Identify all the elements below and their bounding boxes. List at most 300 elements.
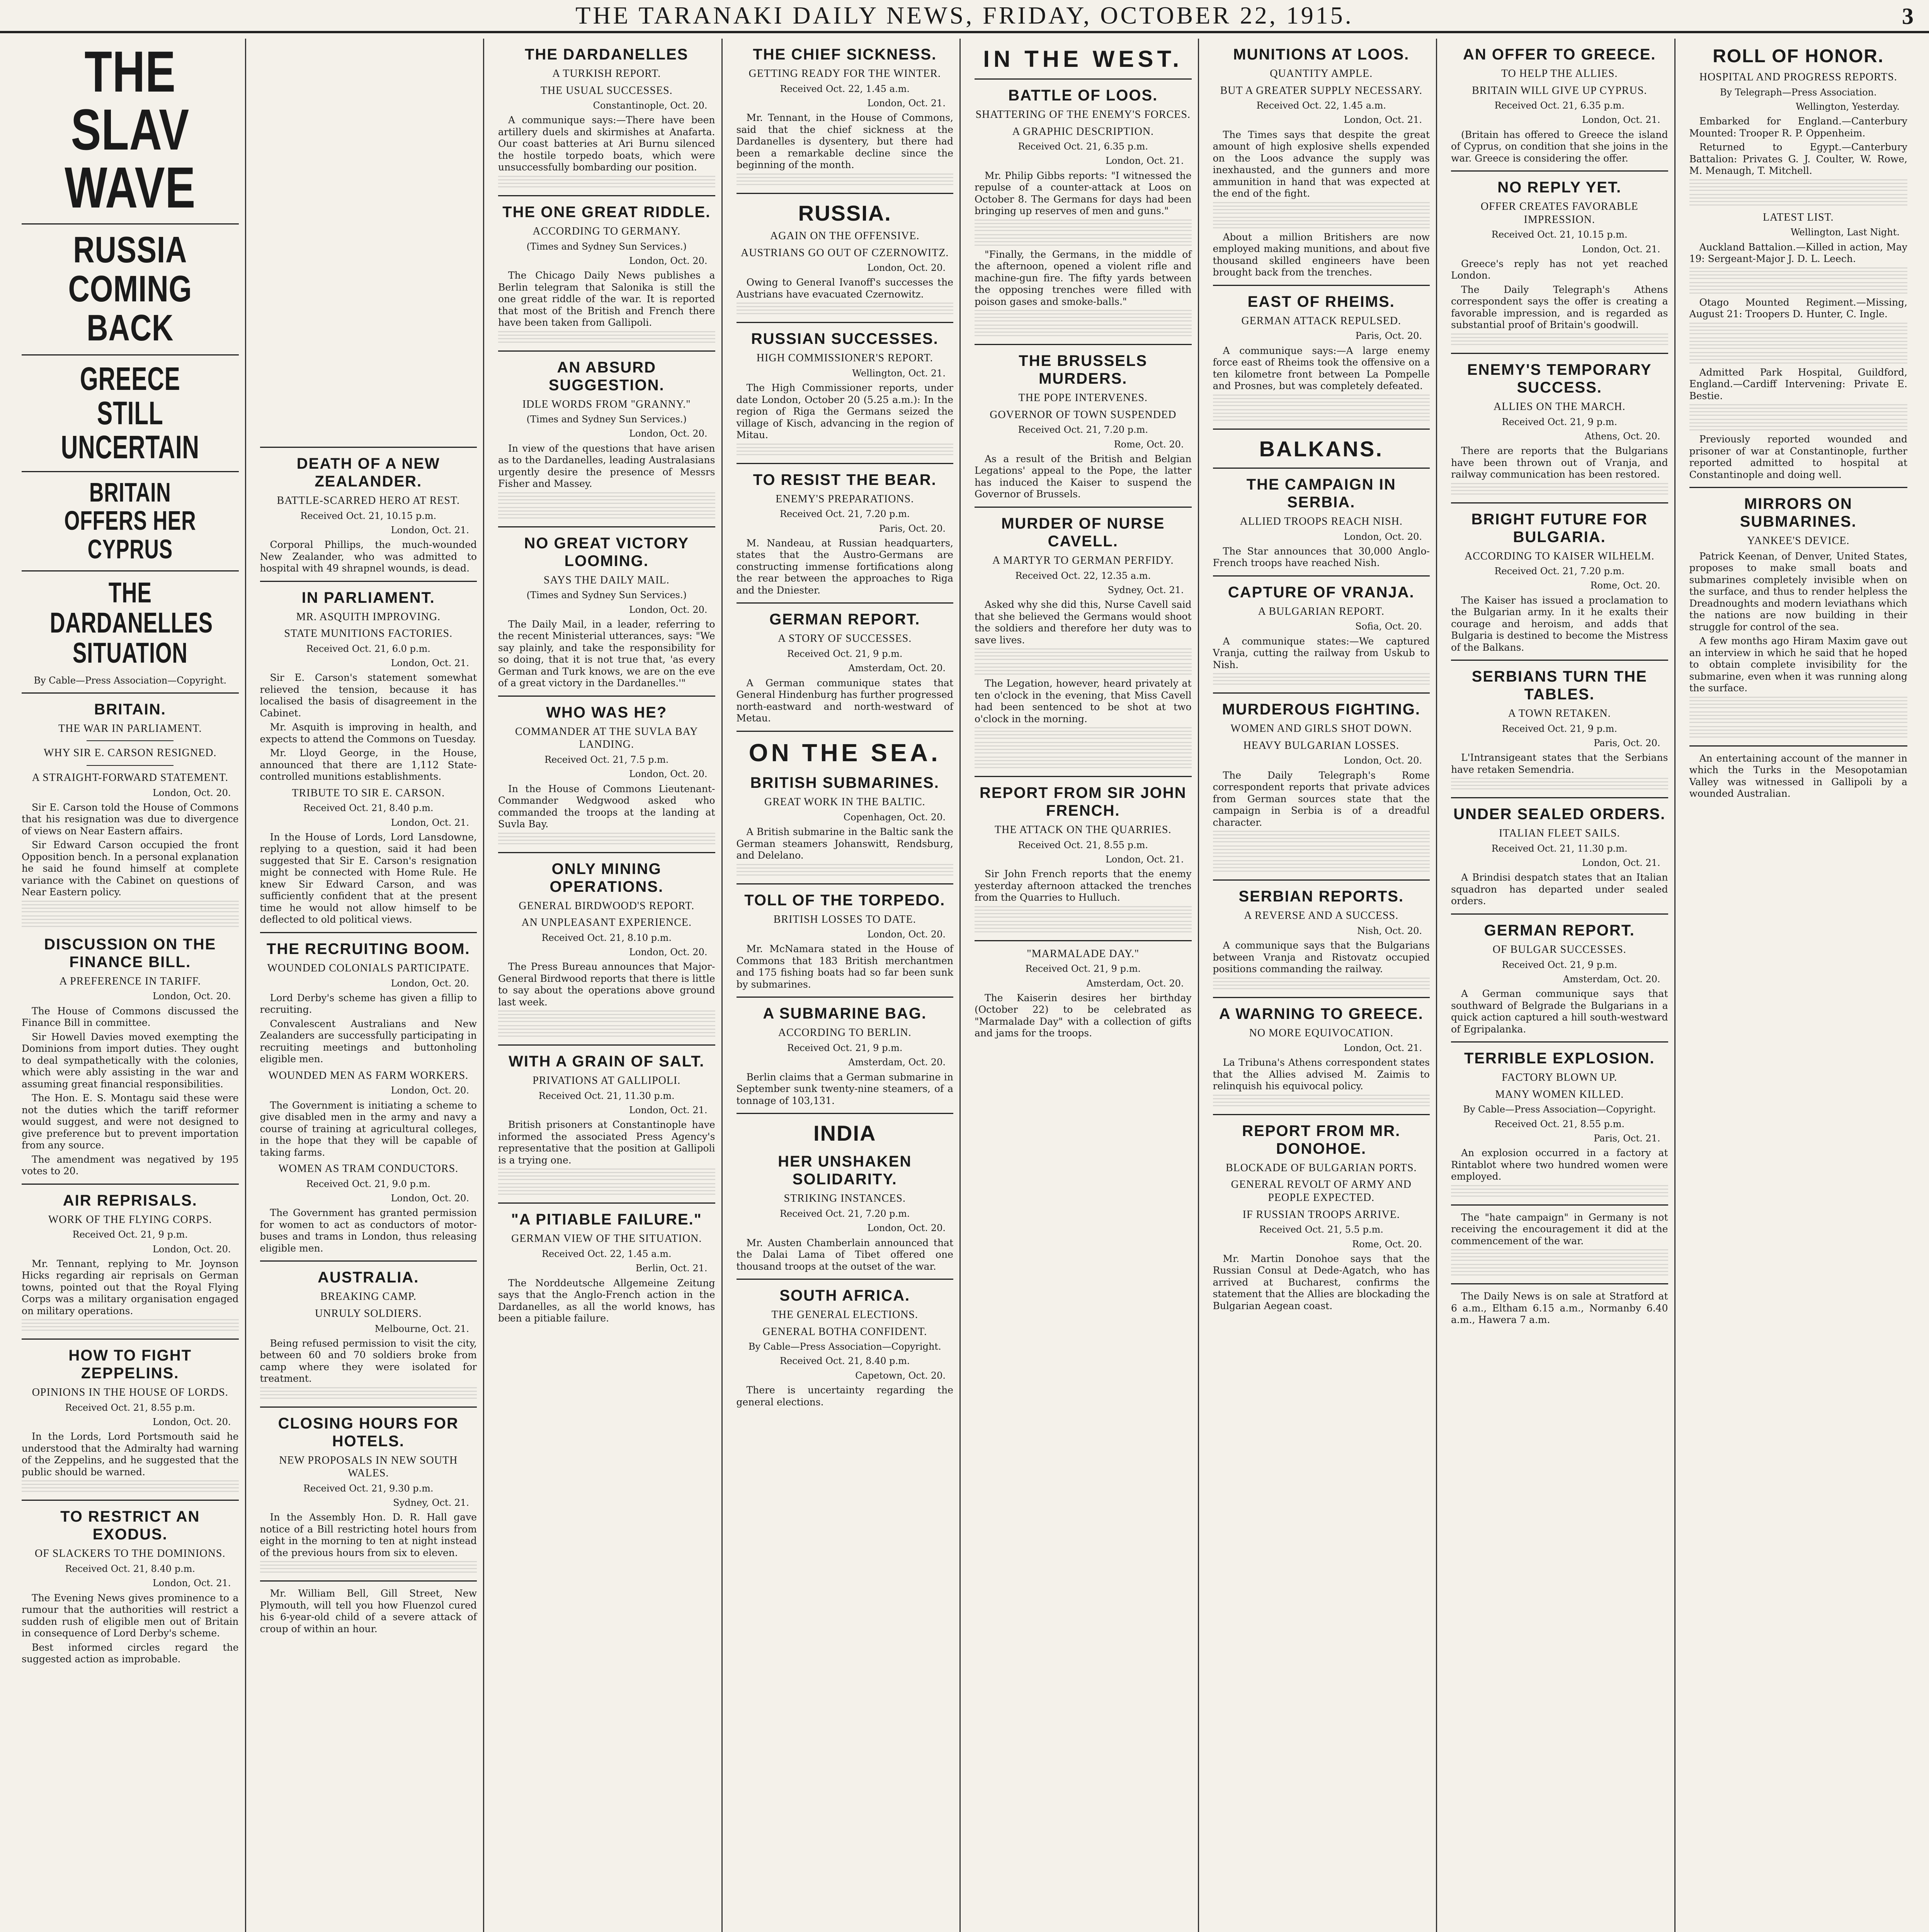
- subheading: ENEMY'S PREPARATIONS.: [776, 493, 914, 505]
- byline: By Cable—Press Association—Copyright.: [748, 1341, 941, 1352]
- received-line: Received Oct. 21, 7.20 p.m.: [779, 509, 910, 520]
- section-heading: ONLY MINING OPERATIONS.: [549, 860, 664, 895]
- article-paragraph: An explosion occurred in a factory at Rintablot where two hundred women were employed.: [1451, 1147, 1668, 1182]
- banner-headline-3: GREECE STILL UNCERTAIN: [61, 361, 199, 465]
- banner-headline-2: RUSSIA COMING BACK: [68, 229, 192, 349]
- article-paragraph: A German communique states that General Hindenburg has further progressed north-eastward and north-westward of Metau.: [736, 677, 953, 724]
- dateline: Capetown, Oct. 20.: [855, 1370, 946, 1381]
- masthead-title: THE TARANAKI DAILY NEWS, FRIDAY, OCTOBER 22, 1915.: [575, 2, 1354, 29]
- received-line: Received Oct. 21, 9 p.m.: [787, 1042, 903, 1053]
- received-line: Received Oct. 22, 1.45 a.m.: [541, 1248, 672, 1259]
- article-paragraph: In the House of Lords, Lord Lansdowne, replying to a question, said it had been suggested that Sir E. Carson's resignation might be connected with Home Rule. He knew Sir Edward Carson, and was sufficiently confident that at the present time he would not allow himself to be deflected to old political views.: [260, 831, 477, 925]
- byline: By Telegraph—Press Association.: [1720, 87, 1877, 98]
- received-line: Received Oct. 21, 7.20 p.m.: [779, 1208, 910, 1219]
- dateline: London, Oct. 20.: [629, 428, 708, 439]
- dateline: Copenhagen, Oct. 20.: [843, 811, 946, 823]
- section-heading: GERMAN REPORT.: [769, 611, 920, 628]
- subheading: A BULGARIAN REPORT.: [1258, 605, 1385, 617]
- article-paragraph: Mr. Asquith is improving in health, and expects to attend the Commons on Tuesday.: [260, 721, 477, 745]
- article-paragraph: The amendment was negatived by 195 votes to 20.: [22, 1153, 239, 1177]
- article-paragraph: British prisoners at Constantinople have informed the associated Press Agency's representative that the position at Gallipoli is a trying one.: [498, 1119, 715, 1166]
- section-heading: REPORT FROM MR. DONOHOE.: [1242, 1122, 1401, 1157]
- section-heading: MUNITIONS AT LOOS.: [1233, 46, 1410, 63]
- article-paragraph: The Evening News gives prominence to a rumour that the authorities will restrict a sudden rush of eligible men out of Britain in consequence of Lord Derby's scheme.: [22, 1592, 239, 1639]
- dateline: London, Oct. 21.: [1105, 155, 1184, 167]
- article-paragraph: The Legation, however, heard privately at ten o'clock in the evening, that Miss Cavell had been sentenced to be shot at two o'clock in the morning.: [975, 678, 1192, 724]
- section-heading: ENEMY'S TEMPORARY SUCCESS.: [1467, 361, 1652, 396]
- subheading: THE USUAL SUCCESSES.: [540, 84, 673, 97]
- dateline: Paris, Oct. 20.: [1355, 330, 1422, 342]
- banner-headline-5: THE DARDANELLES SITUATION: [49, 577, 213, 669]
- subheading: OFFER CREATES FAVORABLE IMPRESSION.: [1480, 201, 1638, 226]
- article-paragraph: Previously reported wounded and prisoner of war at Constantinople, further reported admitted to hospital at Constantinople and doing well.: [1689, 434, 1907, 480]
- received-line: Received Oct. 21, 7.20 p.m.: [1494, 566, 1625, 577]
- article-paragraph: A Brindisi despatch states that an Italian squadron has departed under sealed orders.: [1451, 872, 1668, 907]
- subheading: WOUNDED MEN AS FARM WORKERS.: [268, 1069, 469, 1082]
- article-paragraph: In view of the questions that have arisen as to the Dardanelles, leading Australasians urgently desire the presence of Messrs Fisher and Massey.: [498, 442, 715, 490]
- article-paragraph: A few months ago Hiram Maxim gave out an interview in which he said that he hoped to obtain complete invisibility for the submarine, even when it was running along the surface.: [1689, 635, 1907, 694]
- subheading: GENERAL BOTHA CONFIDENT.: [762, 1325, 927, 1338]
- section-heading: WITH A GRAIN OF SALT.: [509, 1053, 705, 1070]
- subheading: ITALIAN FLEET SAILS.: [1499, 827, 1620, 840]
- dateline: London, Oct. 20.: [629, 604, 708, 615]
- newspaper-columns: [15, 39, 1914, 1932]
- article-paragraph: Sir John French reports that the enemy yesterday afternoon attacked the trenches from the Quarries to Hulluch.: [975, 868, 1192, 903]
- subheading: BRITAIN WILL GIVE UP CYPRUS.: [1472, 84, 1647, 97]
- subheading: MR. ASQUITH IMPROVING.: [296, 611, 441, 623]
- dateline: London, Oct. 20.: [629, 769, 708, 780]
- dateline: Sydney, Oct. 21.: [393, 1497, 469, 1509]
- subheading: SAYS THE DAILY MAIL.: [543, 574, 670, 586]
- article-paragraph: Mr. McNamara stated in the House of Commons that 183 British merchantmen and 175 fishing boats had so far been sunk by submarines.: [736, 943, 953, 990]
- section-heading: WHO WAS HE?: [546, 704, 667, 721]
- article-paragraph: (Britain has offered to Greece the island of Cyprus, on condition that she joins in the war. Greece is considering the offer.: [1451, 129, 1668, 164]
- article-paragraph: In the House of Commons Lieutenant-Commander Wedgwood asked who commanded the troops at the landing at Suvla Bay.: [498, 783, 715, 830]
- article-paragraph: Otago Mounted Regiment.—Missing, August 21: Troopers D. Hunter, C. Ingle.: [1689, 296, 1907, 320]
- subheading: AN UNPLEASANT EXPERIENCE.: [521, 917, 692, 929]
- received-line: Received Oct. 21, 9 p.m.: [787, 648, 903, 660]
- article-paragraph: The "hate campaign" in Germany is not receiving the encouragement it did at the commencement of the war.: [1451, 1211, 1668, 1247]
- section-heading: ON THE SEA.: [748, 738, 941, 767]
- subheading: ALLIES ON THE MARCH.: [1494, 400, 1626, 413]
- received-line: Received Oct. 21, 9 p.m.: [72, 1229, 188, 1240]
- dateline: Melbourne, Oct. 21.: [374, 1323, 469, 1334]
- section-heading: BATTLE OF LOOS.: [1008, 87, 1158, 104]
- section-heading: MURDER OF NURSE CAVELL.: [1001, 515, 1165, 550]
- subheading: BLOCKADE OF BULGARIAN PORTS.: [1225, 1162, 1417, 1174]
- section-heading: THE CHIEF SICKNESS.: [753, 46, 937, 63]
- article-paragraph: Sir Howell Davies moved exempting the Dominions from import duties. They ought to deal sympathetically with the colonies, which were ably assisting in the war and assuming great financial responsibilities.: [22, 1031, 239, 1090]
- subheading: ALLIED TROOPS REACH NISH.: [1240, 515, 1403, 527]
- received-line: Received Oct. 21, 9 p.m.: [1502, 416, 1617, 427]
- article-paragraph: The Times says that despite the great amount of high explosive shells expended on the Loos advance the supply was inexhausted, and the gunners and more ammunition in hand that was expected at the end of the fight.: [1213, 129, 1430, 199]
- section-heading: GERMAN REPORT.: [1484, 922, 1635, 939]
- subheading: OPINIONS IN THE HOUSE OF LORDS.: [32, 1386, 228, 1399]
- masthead: [0, 0, 1929, 33]
- article-paragraph: There is uncertainty regarding the general elections.: [736, 1384, 953, 1408]
- section-heading: DISCUSSION ON THE FINANCE BILL.: [44, 935, 216, 971]
- received-line: Received Oct. 21, 8.55 p.m.: [1494, 1118, 1625, 1129]
- subheading: AUSTRIANS GO OUT OF CZERNOWITZ.: [741, 247, 949, 259]
- received-line: Received Oct. 21, 9 p.m.: [1502, 723, 1617, 734]
- article-paragraph: There are reports that the Bulgarians have been thrown out of Vranja, and railway communication has been restored.: [1451, 445, 1668, 480]
- article-paragraph: La Tribuna's Athens correspondent states that the Allies advised M. Zaimis to relinquish his equivocal policy.: [1213, 1057, 1430, 1092]
- subheading: YANKEE'S DEVICE.: [1747, 535, 1850, 547]
- section-heading: BRITAIN.: [94, 701, 166, 718]
- article-paragraph: Mr. Tennant, in the House of Commons, said that the chief sickness at the Dardanelles is dysentery, but there had been a remarkable decline since the beginning of the month.: [736, 112, 953, 171]
- article-paragraph: Sir E. Carson told the House of Commons that his resignation was due to divergence of views on Near Eastern affairs.: [22, 801, 239, 837]
- subheading: A PREFERENCE IN TARIFF.: [59, 975, 201, 987]
- subheading: GREAT WORK IN THE BALTIC.: [764, 796, 925, 808]
- column-6: [1207, 39, 1437, 1932]
- dateline: London, Oct. 20.: [391, 978, 469, 989]
- subheading: BREAKING CAMP.: [320, 1291, 417, 1303]
- section-heading: A SUBMARINE BAG.: [763, 1005, 927, 1022]
- section-heading: UNDER SEALED ORDERS.: [1453, 806, 1666, 823]
- article-paragraph: About a million Britishers are now employed making munitions, and about five thousand skilled engineers have been brought back from the trenches.: [1213, 231, 1430, 278]
- article-paragraph: Convalescent Australians and New Zealanders are successfully participating in recruiting meetings and buttonholing eligible men.: [260, 1018, 477, 1065]
- column-2: [254, 39, 485, 1932]
- dateline: London, Oct. 20.: [391, 1193, 469, 1204]
- article-paragraph: A British submarine in the Baltic sank the German steamers Johanswitt, Rendsburg, and Delelano.: [736, 826, 953, 861]
- subheading: A GRAPHIC DESCRIPTION.: [1012, 125, 1154, 138]
- subheading: OF SLACKERS TO THE DOMINIONS.: [35, 1548, 226, 1560]
- section-heading: BALKANS.: [1259, 436, 1383, 461]
- section-heading: SOUTH AFRICA.: [779, 1287, 910, 1304]
- dateline: Berlin, Oct. 21.: [635, 1263, 708, 1274]
- subheading: THE POPE INTERVENES.: [1018, 392, 1148, 404]
- dateline: Constantinople, Oct. 20.: [593, 100, 708, 111]
- subheading: FACTORY BLOWN UP.: [1502, 1071, 1618, 1084]
- section-heading: BRIGHT FUTURE FOR BULGARIA.: [1471, 510, 1648, 546]
- dateline: London, Oct. 20.: [152, 787, 231, 798]
- subheading: GENERAL BIRDWOOD'S REPORT.: [519, 900, 695, 912]
- subheading: BUT A GREATER SUPPLY NECESSARY.: [1220, 84, 1422, 97]
- subheading: GETTING READY FOR THE WINTER.: [748, 68, 941, 80]
- subheading: THE WAR IN PARLIAMENT.: [58, 722, 202, 735]
- received-line: Received Oct. 21, 10.15 p.m.: [1491, 229, 1628, 240]
- article-paragraph: Sir Edward Carson occupied the front Opposition bench. In a personal explanation he said he found himself at complete variance with the Cabinet on questions of Near Eastern policy.: [22, 839, 239, 898]
- dateline: Paris, Oct. 20.: [1594, 738, 1660, 749]
- article-paragraph: The Chicago Daily News publishes a Berlin telegram that Salonika is still the one great riddle of the war. It is reported that most of the British and French there have been taken from Gallipoli.: [498, 270, 715, 328]
- dateline: London, Oct. 21.: [629, 1105, 708, 1116]
- article-paragraph: The High Commissioner reports, under date London, October 20 (5.25 a.m.): In the region of Riga the Germans seized the village of Kisch, advancing in the region of Mitau.: [736, 382, 953, 441]
- dateline: London, Oct. 20.: [867, 929, 946, 940]
- received-line: Received Oct. 21, 8.40 p.m.: [303, 803, 434, 814]
- dateline: Rome, Oct. 20.: [1114, 439, 1184, 450]
- dateline: London, Oct. 20.: [391, 1085, 469, 1096]
- subheading: A TOWN RETAKEN.: [1508, 707, 1611, 720]
- subheading: WHY SIR E. CARSON RESIGNED.: [43, 747, 217, 759]
- received-line: Received Oct. 21, 9.30 p.m.: [303, 1483, 434, 1494]
- article-paragraph: Admitted Park Hospital, Guildford, England.—Cardiff Intervening: Private E. Bestie.: [1689, 366, 1907, 401]
- received-line: Received Oct. 21, 8.55 p.m.: [65, 1402, 196, 1413]
- source-line: (Times and Sydney Sun Services.): [526, 590, 687, 601]
- subheading: SHATTERING OF THE ENEMY'S FORCES.: [975, 109, 1191, 121]
- dateline: London, Oct. 21.: [1582, 243, 1660, 255]
- article-paragraph: The House of Commons discussed the Finance Bill in committee.: [22, 1005, 239, 1029]
- article-paragraph: The Government has granted permission for women to act as conductors of motor-buses and trams in London, thus releasing eligible men.: [260, 1207, 477, 1254]
- section-heading: INDIA: [813, 1121, 876, 1146]
- received-line: Received Oct. 21, 8.10 p.m.: [541, 932, 672, 943]
- column-3: [492, 39, 723, 1932]
- subheading: "MARMALADE DAY.": [1027, 947, 1140, 960]
- dateline: London, Oct. 20.: [867, 1223, 946, 1234]
- advertisement-paragraph: Mr. William Bell, Gill Street, New Plymouth, will tell you how Fluenzol cured his 6-year-old child of a severe attack of croup of within an hour.: [260, 1588, 477, 1634]
- article-paragraph: Embarked for England.—Canterbury Mounted: Trooper R. P. Oppenheim.: [1689, 116, 1907, 139]
- subheading: A REVERSE AND A SUCCESS.: [1244, 910, 1399, 922]
- column-7: [1445, 39, 1676, 1932]
- subheading: WOMEN AS TRAM CONDUCTORS.: [278, 1163, 459, 1175]
- column-8: [1683, 39, 1914, 1932]
- dateline: Wellington, Oct. 21.: [852, 368, 946, 379]
- dateline: London, Oct. 20.: [1344, 755, 1422, 766]
- section-heading: "A PITIABLE FAILURE.": [511, 1211, 702, 1228]
- subheading: THE ATTACK ON THE QUARRIES.: [995, 824, 1172, 836]
- article-paragraph: A German communique says that southward of Belgrade the Bulgarians in a quick action captured a hill south-westward of Egripalanka.: [1451, 988, 1668, 1035]
- dateline: London, Oct. 21.: [391, 658, 469, 669]
- dateline: London, Oct. 21.: [1582, 114, 1660, 126]
- subheading: BRITISH LOSSES TO DATE.: [773, 913, 916, 925]
- subheading: NEW PROPOSALS IN NEW SOUTH WALES.: [279, 1454, 458, 1480]
- received-line: Received Oct. 21, 9.0 p.m.: [306, 1178, 430, 1189]
- subheading: ACCORDING TO GERMANY.: [532, 225, 681, 237]
- article-paragraph: The Kaiser has issued a proclamation to the Bulgarian army. In it he exalts their courage and heroism, and adds that Bulgaria is destined to become the Mistress of the Balkans.: [1451, 594, 1668, 653]
- section-heading: CAPTURE OF VRANJA.: [1228, 583, 1415, 601]
- subheading: A TURKISH REPORT.: [552, 68, 661, 80]
- subheading: OF BULGAR SUCCESSES.: [1492, 943, 1626, 956]
- section-heading: TOLL OF THE TORPEDO.: [744, 891, 946, 909]
- dateline: Paris, Oct. 21.: [1594, 1133, 1660, 1144]
- article-paragraph: In the Lords, Lord Portsmouth said he understood that the Admiralty had warning of the Zeppelins, and he suggested that the public should be warned.: [22, 1431, 239, 1478]
- section-heading: MIRRORS ON SUBMARINES.: [1740, 495, 1857, 531]
- article-paragraph: Asked why she did this, Nurse Cavell said that she believed the Germans would shoot the soldiers and therefore her duty was to save lives.: [975, 599, 1192, 646]
- article-paragraph: Mr. Austen Chamberlain announced that the Dalai Lama of Tibet offered one thousand troops at the outset of the war.: [736, 1237, 953, 1272]
- subheading: A MARTYR TO GERMAN PERFIDY.: [992, 554, 1174, 566]
- subheading: PRIVATIONS AT GALLIPOLI.: [532, 1075, 681, 1087]
- received-line: Received Oct. 21, 8.40 p.m.: [65, 1563, 196, 1575]
- article-paragraph: Greece's reply has not yet reached London.: [1451, 258, 1668, 281]
- dateline: Paris, Oct. 20.: [879, 523, 946, 534]
- article-paragraph: Lord Derby's scheme has given a fillip to recruiting.: [260, 992, 477, 1015]
- article-paragraph: Owing to General Ivanoff's successes the Austrians have evacuated Czernowitz.: [736, 277, 953, 300]
- dateline: London, Oct. 20.: [152, 1243, 231, 1255]
- byline: By Cable—Press Association—Copyright.: [1463, 1104, 1656, 1115]
- byline: By Cable—Press Association—Copyright.: [34, 675, 227, 686]
- section-heading: THE BRUSSELS MURDERS.: [1019, 352, 1148, 388]
- dateline: London, Oct. 21.: [1344, 1043, 1422, 1054]
- article-paragraph: The Daily Telegraph's Rome correspondent reports that private advices from German sources state that the campaign in Serbia is of a dreadful character.: [1213, 769, 1430, 828]
- subheading: IDLE WORDS FROM "GRANNY.": [522, 398, 691, 410]
- subheading: WOUNDED COLONIALS PARTICIPATE.: [267, 962, 469, 974]
- section-heading: EAST OF RHEIMS.: [1247, 293, 1395, 310]
- subheading: WOMEN AND GIRLS SHOT DOWN.: [1230, 723, 1412, 735]
- article-paragraph: A communique says that the Bulgarians between Vranja and Ristovatz occupied positions commanding the railway.: [1213, 940, 1430, 975]
- dateline: London, Oct. 21.: [1105, 854, 1184, 865]
- column-4: [730, 39, 961, 1932]
- subheading: HEAVY BULGARIAN LOSSES.: [1243, 739, 1399, 752]
- section-heading: A WARNING TO GREECE.: [1219, 1005, 1424, 1022]
- dateline: Amsterdam, Oct. 20.: [1563, 973, 1660, 985]
- subheading: COMMANDER AT THE SUVLA BAY LANDING.: [515, 725, 698, 751]
- article-paragraph: Auckland Battalion.—Killed in action, May 19: Sergeant-Major J. D. L. Leech.: [1689, 241, 1907, 265]
- subheading: QUANTITY AMPLE.: [1270, 68, 1373, 80]
- received-line: Received Oct. 21, 8.40 p.m.: [779, 1355, 910, 1367]
- section-heading: NO REPLY YET.: [1497, 179, 1622, 196]
- article-paragraph: Best informed circles regard the suggested action as improbable.: [22, 1641, 239, 1665]
- dateline: London, Oct. 21.: [152, 1578, 231, 1589]
- subheading: THE GENERAL ELECTIONS.: [771, 1309, 918, 1321]
- received-line: Received Oct. 21, 6.35 p.m.: [1494, 100, 1625, 111]
- dateline: London, Oct. 20.: [152, 991, 231, 1002]
- subheading: GOVERNOR OF TOWN SUSPENDED: [990, 408, 1177, 421]
- section-heading: AN OFFER TO GREECE.: [1463, 46, 1656, 63]
- dateline: London, Oct. 21.: [391, 524, 469, 536]
- received-line: Received Oct. 22, 12.35 a.m.: [1015, 570, 1151, 581]
- article-paragraph: Mr. Martin Donohoe says that the Russian Consul at Dede-Agatch, who has arrived at Bucharest, confirms the statement that the Allies are blockading the Bulgarian Aegean coast.: [1213, 1253, 1430, 1311]
- subheading: TO HELP THE ALLIES.: [1501, 68, 1618, 80]
- section-heading: TO RESIST THE BEAR.: [753, 471, 937, 488]
- dateline: Amsterdam, Oct. 20.: [848, 1057, 946, 1068]
- section-heading: ROLL OF HONOR.: [1713, 46, 1884, 66]
- dateline: Amsterdam, Oct. 20.: [848, 663, 946, 674]
- received-line: Received Oct. 22, 1.45 a.m.: [1256, 100, 1386, 111]
- article-paragraph: The Daily Telegraph's Athens correspondent says the offer is creating a favorable impression, and is regarded as substantial proof of Britain's goodwill.: [1451, 284, 1668, 331]
- section-heading: AIR REPRISALS.: [63, 1192, 197, 1209]
- article-paragraph: The Press Bureau announces that Major-General Birdwood reports that there is little to say about the operations above ground last week.: [498, 961, 715, 1008]
- dateline: Sofia, Oct. 20.: [1355, 621, 1422, 632]
- received-line: Received Oct. 21, 6.0 p.m.: [306, 643, 430, 654]
- section-heading: TO RESTRICT AN EXODUS.: [60, 1508, 200, 1543]
- article-paragraph: A communique states:—We captured Vranja, cutting the railway from Uskub to Nish.: [1213, 635, 1430, 670]
- article-paragraph: Mr. Philip Gibbs reports: "I witnessed the repulse of a counter-attack at Loos on October 8. The Germans for days had been bringing up reserves of men and guns.": [975, 170, 1192, 217]
- subheading: GERMAN ATTACK REPULSED.: [1241, 315, 1402, 327]
- dateline: Wellington, Yesterday.: [1796, 101, 1900, 112]
- subheading: GERMAN VIEW OF THE SITUATION.: [511, 1233, 702, 1245]
- subheading: TRIBUTE TO SIR E. CARSON.: [292, 787, 445, 799]
- subheading: A STRAIGHT-FORWARD STATEMENT.: [32, 771, 228, 784]
- received-line: Received Oct. 21, 11.30 p.m.: [538, 1090, 675, 1101]
- article-paragraph: The Kaiserin desires her birthday (October 22) to be celebrated as "Marmalade Day" with a collection of gifts and jams for the troops.: [975, 992, 1192, 1039]
- banner-headline-1: THE SLAV WAVE: [65, 39, 196, 220]
- section-heading: THE CAMPAIGN IN SERBIA.: [1246, 476, 1396, 511]
- received-line: Received Oct. 22, 1.45 a.m.: [780, 83, 910, 94]
- article-paragraph: The Norddeutsche Allgemeine Zeitung says that the Anglo-French action in the Dardanelles, as all the world knows, has been a pitiable failure.: [498, 1277, 715, 1324]
- section-heading: HER UNSHAKEN SOLIDARITY.: [778, 1153, 912, 1188]
- section-heading: AN ABSURD SUGGESTION.: [548, 359, 665, 394]
- source-line: (Times and Sydney Sun Services.): [526, 241, 687, 252]
- subheading: A STORY OF SUCCESSES.: [778, 633, 912, 645]
- article-paragraph: Corporal Phillips, the much-wounded New Zealander, who was admitted to hospital with 49 shrapnel wounds, is dead.: [260, 539, 477, 574]
- article-paragraph: Mr. Tennant, replying to Mr. Joynson Hicks regarding air reprisals on German towns, pointed out that the Royal Flying Corps was a military organisation engaged on military operations.: [22, 1258, 239, 1316]
- column-1: [15, 39, 246, 1932]
- subheading: ACCORDING TO KAISER WILHELM.: [1464, 550, 1655, 562]
- page-number: 3: [1902, 3, 1914, 29]
- received-line: Received Oct. 21, 8.55 p.m.: [1018, 839, 1148, 850]
- section-heading: DEATH OF A NEW ZEALANDER.: [296, 455, 440, 490]
- received-line: Received Oct. 21, 7.5 p.m.: [544, 754, 669, 765]
- received-line: Received Oct. 21, 9 p.m.: [1025, 963, 1141, 975]
- subheading: WORK OF THE FLYING CORPS.: [48, 1213, 212, 1226]
- article-paragraph: Being refused permission to visit the city, between 60 and 70 soldiers broke from camp where they were isolated for treatment.: [260, 1337, 477, 1384]
- subheading: GENERAL REVOLT OF ARMY AND PEOPLE EXPECTED.: [1231, 1179, 1412, 1204]
- received-line: Received Oct. 21, 11.30 p.m.: [1491, 843, 1628, 854]
- section-heading: SERBIANS TURN THE TABLES.: [1471, 668, 1647, 703]
- article-paragraph: A communique says:—There have been artillery duels and skirmishes at Anafarta. Our coast batteries at Ari Burnu silenced the hostile torpedo boats, which were unsuccessfully bombarding our position.: [498, 114, 715, 173]
- dateline: London, Oct. 20.: [629, 255, 708, 266]
- dateline: Rome, Oct. 20.: [1352, 1238, 1422, 1250]
- banner-headline-4: BRITAIN OFFERS HER CYPRUS: [64, 477, 196, 564]
- article-paragraph: An entertaining account of the manner in which the Turks in the Mesopotamian Valley was witnessed in Gallipoli by a wounded Australian.: [1689, 752, 1907, 799]
- dateline: London, Oct. 20.: [629, 947, 708, 957]
- dateline: London, Oct. 21.: [1344, 114, 1422, 126]
- source-line: (Times and Sydney Sun Services.): [526, 414, 687, 425]
- dateline: London, Oct. 20.: [867, 262, 946, 274]
- subheading: BATTLE-SCARRED HERO AT REST.: [277, 495, 460, 507]
- dateline: London, Oct. 20.: [152, 1417, 231, 1428]
- received-line: Received Oct. 21, 9 p.m.: [1502, 959, 1617, 970]
- dateline: Athens, Oct. 20.: [1585, 430, 1660, 442]
- article-paragraph: Berlin claims that a German submarine in September sunk twenty-nine steamers, of a tonnage of 103,131.: [736, 1071, 953, 1106]
- section-heading: RUSSIAN SUCCESSES.: [751, 330, 939, 348]
- article-paragraph: Mr. Lloyd George, in the House, announced that there are 1,112 State-controlled munitions establishments.: [260, 747, 477, 782]
- section-heading: NO GREAT VICTORY LOOMING.: [524, 534, 689, 570]
- dateline: London, Oct. 20.: [1344, 531, 1422, 542]
- dateline: Nish, Oct. 20.: [1357, 925, 1422, 936]
- dateline: Wellington, Last Night.: [1790, 227, 1900, 238]
- article-paragraph: The Hon. E. S. Montagu said these were not the duties which the tariff reformer would suggest, and were not designed to give preference but to prevent importation from any source.: [22, 1092, 239, 1151]
- received-line: Received Oct. 21, 6.35 p.m.: [1018, 141, 1148, 152]
- subheading: STRIKING INSTANCES.: [784, 1192, 906, 1205]
- dateline: London, Oct. 21.: [1582, 857, 1660, 869]
- subheading: ACCORDING TO BERLIN.: [778, 1027, 912, 1039]
- article-paragraph: "Finally, the Germans, in the middle of the afternoon, opened a violent rifle and machine-gun fire. The fifty yards between the opposing trenches were filled with poison gases and smoke-balls.": [975, 248, 1192, 307]
- article-paragraph: L'Intransigeant states that the Serbians have retaken Semendria.: [1451, 752, 1668, 775]
- subheading: NO MORE EQUIVOCATION.: [1249, 1027, 1393, 1039]
- section-heading: REPORT FROM SIR JOHN FRENCH.: [979, 784, 1187, 820]
- section-heading: BRITISH SUBMARINES.: [750, 774, 939, 792]
- article-paragraph: The Daily Mail, in a leader, referring to the recent Ministerial utterances, says: "We say plainly, and take the responsibility for so doing, that it is not true that, 'as every German and Turk knows, we are on the eve of a great victory in the Dardanelles.'": [498, 618, 715, 689]
- subheading: LATEST LIST.: [1762, 211, 1834, 223]
- section-heading: THE RECRUITING BOOM.: [266, 940, 470, 957]
- article-paragraph: In the Assembly Hon. D. R. Hall gave notice of a Bill restricting hotel hours from eight in the morning to ten at night instead of the previous hours from six to eleven.: [260, 1512, 477, 1558]
- column-5: [968, 39, 1199, 1932]
- article-paragraph: The Government is initiating a scheme to give disabled men in the army and navy a course of training at agricultural colleges, in the hope that they will be capable of taking farms.: [260, 1099, 477, 1158]
- subheading: UNRULY SOLDIERS.: [315, 1307, 422, 1320]
- article-paragraph: Sir E. Carson's statement somewhat relieved the tension, because it has localised the basis of disagreement in the Cabinet.: [260, 672, 477, 719]
- section-heading: AUSTRALIA.: [318, 1269, 419, 1286]
- received-line: Received Oct. 21, 7.20 p.m.: [1018, 424, 1148, 435]
- dateline: London, Oct. 21.: [391, 817, 469, 828]
- received-line: Received Oct. 21, 5.5 p.m.: [1259, 1224, 1383, 1235]
- subheading: STATE MUNITIONS FACTORIES.: [284, 628, 453, 640]
- dateline: Sydney, Oct. 21.: [1107, 584, 1184, 595]
- section-heading: MURDEROUS FIGHTING.: [1222, 701, 1421, 718]
- dateline: Amsterdam, Oct. 20.: [1086, 978, 1184, 989]
- subheading: AGAIN ON THE OFFENSIVE.: [770, 230, 920, 242]
- section-heading: THE ONE GREAT RIDDLE.: [502, 203, 711, 221]
- section-heading: RUSSIA.: [798, 201, 891, 225]
- subheading: HOSPITAL AND PROGRESS REPORTS.: [1699, 71, 1897, 83]
- section-heading: IN THE WEST.: [983, 46, 1183, 72]
- subheading: IF RUSSIAN TROOPS ARRIVE.: [1242, 1208, 1400, 1221]
- dateline: Rome, Oct. 20.: [1590, 580, 1660, 591]
- article-paragraph: The Star announces that 30,000 Anglo-French troops have reached Nish.: [1213, 545, 1430, 569]
- received-line: Received Oct. 21, 10.15 p.m.: [300, 510, 437, 521]
- article-paragraph: A communique says:—A large enemy force east of Rheims took the offensive on a ten kilometre front between La Pompelle and Prosnes, but was completely defeated.: [1213, 345, 1430, 392]
- section-heading: SERBIAN REPORTS.: [1238, 888, 1404, 905]
- dateline: London, Oct. 21.: [867, 97, 946, 109]
